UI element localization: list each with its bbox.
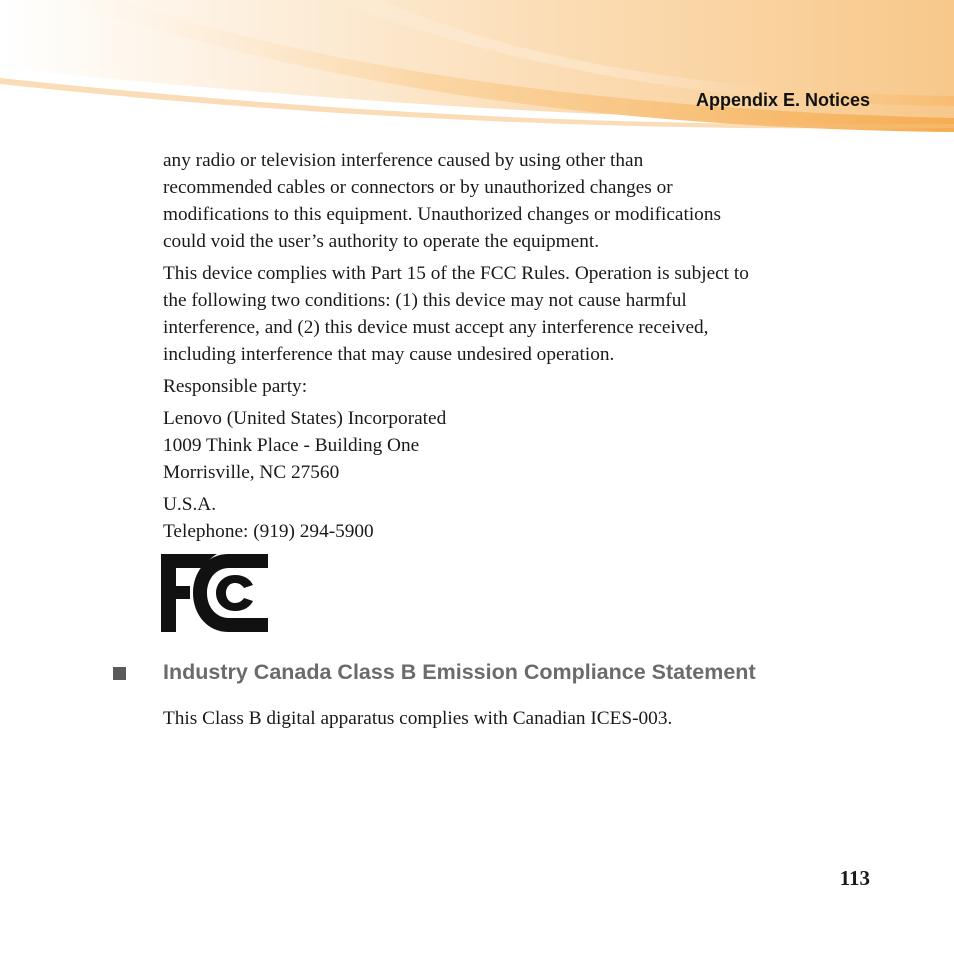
running-header-title: Appendix E. Notices (695, 90, 870, 110)
fcc-compliance-paragraph (163, 260, 873, 368)
text-line: recommended cables or connectors or by unauthorized changes or (163, 177, 673, 198)
responsible-party-label: Responsible party: (163, 376, 308, 397)
section-title: Industry Canada Class B Emission Compliance Statement (163, 660, 756, 684)
text-line: modifications to this equipment. Unauthorized changes or modifications (163, 204, 721, 225)
text-line: could void the user’s authority to operate the equipment. (163, 231, 600, 252)
contact-block (163, 491, 873, 545)
text-line: the following two conditions: (1) this device may not cause harmful (163, 290, 687, 311)
text-line: any radio or television interference caused by using other than (163, 150, 644, 171)
address-block (163, 405, 873, 486)
ices-statement: This Class B digital apparatus complies with Canadian ICES-003. (163, 708, 673, 729)
country-line: U.S.A. (163, 494, 217, 515)
page-number: 113 (839, 866, 870, 890)
square-bullet-icon (113, 667, 126, 680)
main-content (163, 147, 873, 550)
address-line: 1009 Think Place - Building One (163, 435, 420, 456)
fcc-logo (160, 553, 270, 633)
text-line: This device complies with Part 15 of the FCC Rules. Operation is subject to (163, 263, 749, 284)
section-heading (113, 660, 873, 685)
interference-paragraph (163, 147, 873, 255)
text-line: including interference that may cause undesired operation. (163, 344, 615, 365)
telephone-line: Telephone: (919) 294-5900 (163, 521, 374, 542)
text-line: interference, and (2) this device must accept any interference received, (163, 317, 709, 338)
header-swoosh-band (0, 0, 954, 140)
address-line: Lenovo (United States) Incorporated (163, 408, 447, 429)
address-line: Morrisville, NC 27560 (163, 462, 340, 483)
